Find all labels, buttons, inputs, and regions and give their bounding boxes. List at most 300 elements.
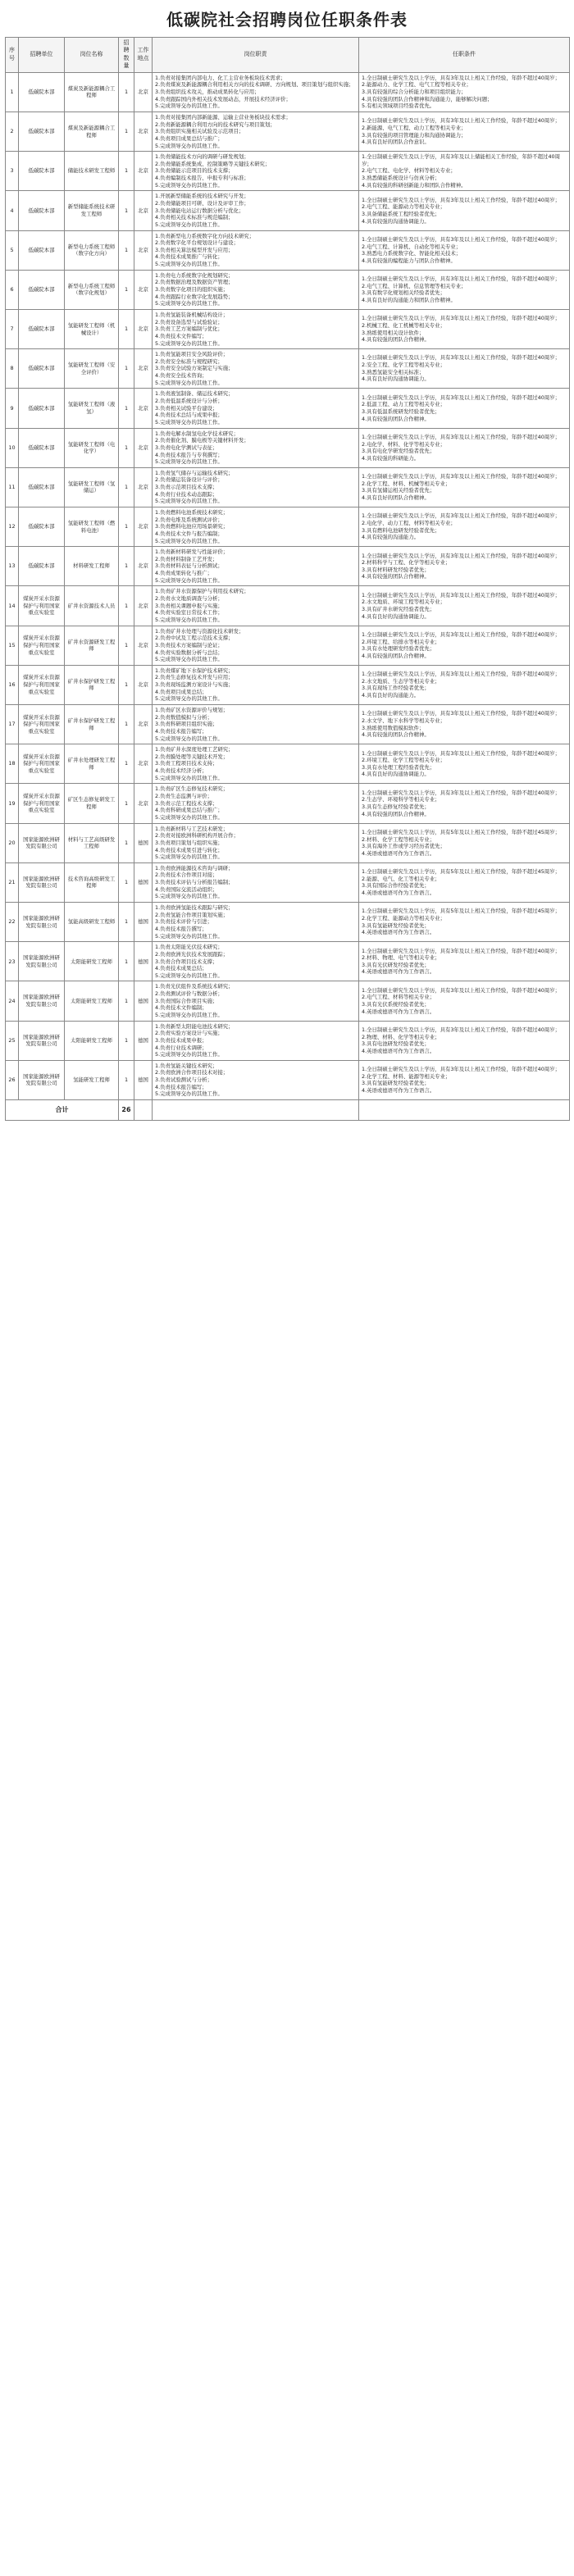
duty-line: 2.负责材料制备工艺开发； — [155, 555, 218, 562]
requirement-line: 1.全日制硕士研究生及以上学历，具有3年及以上相关工作经验，年龄不超过40周岁； — [362, 789, 560, 796]
duty-line: 2.负责低温系统设计与分析； — [155, 398, 223, 405]
duty-line: 1.负责矿区水资源评价与规划； — [155, 707, 229, 713]
duty-line: 5.完成领导交办的其他工作。 — [155, 1011, 223, 1018]
duty-line: 5.完成领导交办的其他工作。 — [155, 537, 223, 544]
duty-line: 3.负责组织实施相关试验及示范项目； — [155, 128, 244, 135]
table-row — [6, 152, 570, 191]
duty-line: 5.完成领导交办的其他工作。 — [155, 221, 223, 228]
row-location: 德国 — [134, 1060, 153, 1099]
header-location: 工作地点 — [134, 38, 153, 73]
row-location: 北京 — [134, 389, 153, 428]
duty-line: 3.负责技术方案编制与论证； — [155, 641, 223, 649]
row-number: 2 — [6, 112, 19, 151]
duty-line: 2.负责电堆及系统测试评价； — [155, 516, 223, 523]
requirement-line: 1.全日制硕士研究生及以上学历，具有3年及以上相关工作经验，年龄不超过40周岁； — [362, 986, 560, 994]
total-empty-location — [134, 1100, 153, 1121]
row-duties — [153, 942, 359, 981]
table-row — [6, 112, 570, 151]
duty-line: 5.完成领导交办的其他工作。 — [155, 656, 223, 663]
page — [0, 0, 574, 1127]
row-location: 北京 — [134, 428, 153, 467]
row-unit: 国家能源欧洲研发院有限公司 — [19, 862, 65, 902]
duty-line: 2.负责测试评价与数据分析； — [155, 990, 223, 998]
row-number: 19 — [6, 784, 19, 823]
requirement-line: 3.具有电化学研发经验者优先； — [362, 448, 435, 455]
row-duties — [153, 507, 359, 546]
duty-line: 4.负责技术报告编写； — [155, 1083, 207, 1090]
row-count: 1 — [119, 389, 134, 428]
row-unit: 低碳院本部 — [19, 428, 65, 467]
duty-line: 1.负责新材料与工艺技术研发； — [155, 825, 229, 832]
row-requirements — [359, 309, 570, 348]
requirement-line: 2.材料、化学工程等相关专业； — [362, 835, 435, 843]
duty-line: 5.完成领导交办的其他工作。 — [155, 735, 223, 742]
row-post: 煤炭及新能源耦合工程师 — [65, 112, 119, 151]
requirement-line: 3.具有现场工作经验者优先； — [362, 685, 430, 692]
row-number: 22 — [6, 903, 19, 942]
row-location: 北京 — [134, 270, 153, 309]
row-requirements — [359, 349, 570, 389]
row-location: 北京 — [134, 349, 153, 389]
row-duties — [153, 823, 359, 862]
duty-line: 2.负责技术合作项目对接； — [155, 872, 218, 879]
requirement-line: 4.具有良好的沟通能力。 — [362, 692, 420, 699]
requirement-line: 2.环境工程、给排水等相关专业； — [362, 638, 440, 645]
row-duties — [153, 467, 359, 507]
row-requirements — [359, 507, 570, 546]
row-location: 北京 — [134, 547, 153, 586]
requirement-line: 1.全日制硕士研究生及以上学历，具有3年及以上储能相关工作经验，年龄不超过40周岁； — [362, 153, 560, 167]
requirement-line: 4.具有较强的团队合作精神。 — [362, 573, 430, 580]
table-row — [6, 467, 570, 507]
duty-line: 4.负责技术成果总结； — [155, 965, 207, 972]
header-count: 招聘数量 — [119, 38, 134, 73]
row-duties — [153, 309, 359, 348]
requirement-line: 3.具有氢能研发经验者优先； — [362, 922, 430, 929]
row-number: 21 — [6, 862, 19, 902]
row-count: 1 — [119, 72, 134, 112]
duty-line: 3.负责数字化项目的组织实施； — [155, 286, 229, 294]
row-post: 矿井水资源研发工程师 — [65, 626, 119, 665]
table-row — [6, 903, 570, 942]
row-unit: 国家能源欧洲研发院有限公司 — [19, 1060, 65, 1099]
row-unit: 低碳院本部 — [19, 349, 65, 389]
requirement-line: 3.具有光伏研发经验者优先； — [362, 961, 430, 968]
row-count: 1 — [119, 428, 134, 467]
requirement-line: 4.英语或德语可作为工作语言。 — [362, 1008, 435, 1015]
row-post: 氢能研发工程师（氢储运） — [65, 467, 119, 507]
duty-line: 3.负责合作项目技术支撑； — [155, 958, 218, 965]
row-location: 北京 — [134, 665, 153, 704]
duty-line: 5.完成领导交办的其他工作。 — [155, 458, 223, 466]
duty-line: 4.负责技术报告撰写； — [155, 925, 207, 932]
duty-line: 2.负责催化剂、膜电极等关键材料开发； — [155, 437, 249, 444]
requirement-line: 1.全日制硕士研究生及以上学历，具有3年及以上相关工作经验，年龄不超过40周岁； — [362, 671, 560, 678]
duty-line: 3.负责安全试验方案制定与实施； — [155, 365, 234, 372]
requirement-line: 3.熟悉储能系统设计与仿真分析； — [362, 175, 440, 182]
total-count: 26 — [119, 1100, 134, 1121]
row-number: 20 — [6, 823, 19, 862]
duty-line: 4.负责成果转化与推广； — [155, 570, 213, 577]
requirement-line: 4.具有较强的编程能力与团队合作精神。 — [362, 257, 456, 264]
table-row — [6, 705, 570, 744]
duty-line: 1.负责太阳能光伏技术研究； — [155, 944, 223, 951]
requirement-line: 3.熟练使用相关设计软件； — [362, 329, 425, 336]
requirement-line: 1.全日制硕士研究生及以上学历，具有3年及以上相关工作经验，年龄不超过40周岁； — [362, 1026, 560, 1033]
row-count: 1 — [119, 665, 134, 704]
row-location: 德国 — [134, 1021, 153, 1060]
row-count: 1 — [119, 823, 134, 862]
requirement-line: 2.电化学、动力工程、材料等相关专业； — [362, 519, 456, 526]
row-post: 氢能研发工程师（燃料电池） — [65, 507, 119, 546]
requirement-line: 3.具有矿井水研究经验者优先； — [362, 605, 435, 612]
duty-line: 2.负责生态监测与评价； — [155, 793, 213, 800]
requirement-line: 1.全日制硕士研究生及以上学历，具有5年及以上相关工作经验，年龄不超过45周岁； — [362, 868, 560, 876]
row-requirements — [359, 744, 570, 784]
duty-line: 5.完成领导交办的其他工作。 — [155, 261, 223, 268]
row-location: 德国 — [134, 862, 153, 902]
row-location: 北京 — [134, 705, 153, 744]
requirement-line: 3.具有材料研发经验者优先； — [362, 566, 430, 573]
duty-line: 2.负责数据治理及数据资产管理； — [155, 279, 234, 286]
duty-line: 5.完成领导交办的其他工作。 — [155, 102, 223, 110]
duty-line: 5.完成领导交办的其他工作。 — [155, 339, 223, 347]
row-requirements — [359, 191, 570, 230]
row-location: 北京 — [134, 467, 153, 507]
duty-line: 3.负责材料表征与分析测试； — [155, 562, 223, 570]
requirement-line: 3.具有较强的综合分析能力和项目组织能力； — [362, 89, 467, 96]
row-post: 新型电力系统工程师（数字化规划） — [65, 270, 119, 309]
duty-line: 4.负责跟踪行业数字化发展趋势； — [155, 293, 234, 300]
row-duties — [153, 1021, 359, 1060]
row-post: 矿井水资源技术人员 — [65, 586, 119, 626]
table-row — [6, 428, 570, 467]
row-unit: 煤炭开采水资源保护与利用国家重点实验室 — [19, 784, 65, 823]
row-requirements — [359, 1060, 570, 1099]
duty-line: 3.负责技术成果申报； — [155, 1036, 207, 1044]
row-requirements — [359, 270, 570, 309]
table-row — [6, 823, 570, 862]
requirement-line: 1.全日制硕士研究生及以上学历，具有3年及以上相关工作经验，年龄不超过40周岁； — [362, 1066, 560, 1073]
duty-line: 3.负责相关课题申报与实施； — [155, 602, 223, 609]
row-unit: 低碳院本部 — [19, 309, 65, 348]
table-row — [6, 547, 570, 586]
row-post: 矿井水保护研发工程师 — [65, 705, 119, 744]
row-number: 18 — [6, 744, 19, 784]
row-post: 新型储能系统技术研发工程师 — [65, 191, 119, 230]
requirement-line: 2.化学工程、材料、机械等相关专业； — [362, 480, 451, 487]
duty-line: 1.负责氢能装备机械结构设计； — [155, 311, 229, 318]
duty-line: 1.负责燃料电池系统技术研究； — [155, 508, 229, 516]
duty-line: 1.负责欧洲氢能技术跟踪与研究； — [155, 904, 234, 912]
row-post: 氢能研发工程师（液氢） — [65, 389, 119, 428]
duty-line: 4.负责技术文件编制； — [155, 1004, 207, 1012]
requirement-line: 3.熟悉氢能安全相关标准； — [362, 368, 425, 375]
duty-line: 4.负责跟踪国内外相关技术发展动态，开展技术经济评价； — [155, 95, 291, 102]
duty-line: 3.负责储能电站运行数据分析与优化； — [155, 207, 244, 214]
duty-line: 3.负责工艺方案编制与优化； — [155, 325, 223, 333]
row-unit: 煤炭开采水资源保护与利用国家重点实验室 — [19, 744, 65, 784]
requirement-line: 4.英语或德语可作为工作语言。 — [362, 968, 435, 976]
duty-line: 5.完成领导交办的其他工作。 — [155, 1051, 223, 1058]
requirement-line: 1.全日制硕士研究生及以上学历，具有3年及以上相关工作经验，年龄不超过40周岁； — [362, 512, 560, 520]
row-location: 北京 — [134, 309, 153, 348]
requirement-line: 3.具有氢能研发经验者优先； — [362, 1080, 430, 1087]
requirement-line: 2.机械工程、化工机械等相关专业； — [362, 321, 445, 329]
requirement-line: 2.水文学、地下水科学等相关专业； — [362, 717, 445, 724]
row-duties — [153, 665, 359, 704]
row-post: 储能技术研发工程师 — [65, 152, 119, 191]
requirement-line: 4.具有较强的团队合作精神和沟通能力，能够解决问题； — [362, 95, 493, 102]
row-count: 1 — [119, 112, 134, 151]
duty-line: 5.完成领导交办的其他工作。 — [155, 932, 223, 940]
row-unit: 低碳院本部 — [19, 507, 65, 546]
duty-line: 2.负责数值模拟与分析； — [155, 713, 213, 721]
requirement-line: 3.具有光伏系统经验者优先； — [362, 1001, 430, 1008]
duty-line: 1.负责氢气储存与运输技术研究； — [155, 469, 234, 476]
row-number: 7 — [6, 309, 19, 348]
row-post: 氢能研发工程师 — [65, 1060, 119, 1099]
requirement-line: 2.低温工程、动力工程等相关专业； — [362, 401, 445, 408]
duty-line: 4.负责相关技术标准与规范编制； — [155, 214, 234, 221]
row-requirements — [359, 389, 570, 428]
row-requirements — [359, 823, 570, 862]
table-row — [6, 981, 570, 1021]
duty-line: 3.负责相关试验平台建设； — [155, 404, 218, 412]
row-post: 新型电力系统工程师（数字化方向） — [65, 230, 119, 270]
row-post: 太阳能研发工程师 — [65, 942, 119, 981]
requirement-line: 1.全日制硕士研究生及以上学历，具有5年及以上相关工作经验，年龄不超过45周岁； — [362, 908, 560, 915]
header-requirements: 任职条件 — [359, 38, 570, 73]
requirement-line: 1.全日制硕士研究生及以上学历，具有3年及以上相关工作经验，年龄不超过40周岁； — [362, 315, 560, 322]
requirement-line: 2.水文地质、环境工程等相关专业； — [362, 598, 445, 606]
requirement-line: 4.具有良好的团队合作意识。 — [362, 139, 430, 146]
row-requirements — [359, 72, 570, 112]
row-duties — [153, 586, 359, 626]
duty-line: 3.负责示范工程技术支撑； — [155, 799, 218, 807]
header-no: 序号 — [6, 38, 19, 73]
requirement-line: 4.英语或德语可作为工作语言。 — [362, 849, 435, 857]
duty-line: 1.负责电解水制氢电化学技术研究； — [155, 430, 239, 437]
header-post: 岗位名称 — [65, 38, 119, 73]
requirement-line: 4.英语或德语可作为工作语言。 — [362, 929, 435, 936]
duty-line: 5.完成领导交办的其他工作。 — [155, 300, 223, 307]
table-row — [6, 744, 570, 784]
duty-line: 1.负责对接集团内部新能源、运输主营业务板块技术需求； — [155, 113, 291, 121]
duty-line: 2.负责储能项目可研、设计及评审工作； — [155, 200, 249, 207]
duty-line: 3.负责燃料电池应用场景研究； — [155, 523, 229, 530]
row-unit: 国家能源欧洲研发院有限公司 — [19, 903, 65, 942]
requirement-line: 3.熟悉电力系统数字化、智能化相关技术； — [362, 250, 462, 257]
row-requirements — [359, 428, 570, 467]
row-unit: 低碳院本部 — [19, 467, 65, 507]
row-duties — [153, 389, 359, 428]
duty-line: 3.负责试验测试与分析； — [155, 1076, 213, 1084]
duty-line: 2.负责水文地质调查与分析； — [155, 595, 223, 603]
duty-line: 3.负责电化学测试与表征； — [155, 444, 218, 451]
duty-line: 4.负责实验室日常技术工作； — [155, 609, 223, 617]
header-duties: 岗位职责 — [153, 38, 359, 73]
row-location: 北京 — [134, 112, 153, 151]
requirement-line: 1.全日制硕士研究生及以上学历，具有3年及以上相关工作经验，年龄不超过40周岁； — [362, 710, 560, 717]
row-location: 北京 — [134, 191, 153, 230]
row-post: 技术咨询高级研发工程师 — [65, 862, 119, 902]
duty-line: 4.负责技术经济分析； — [155, 767, 207, 775]
requirement-line: 2.电气工程、计算机、信息管理等相关专业； — [362, 282, 467, 289]
row-count: 1 — [119, 309, 134, 348]
total-row — [6, 1100, 570, 1121]
table-row — [6, 586, 570, 626]
table-row — [6, 665, 570, 704]
table-row — [6, 309, 570, 348]
duty-line: 4.负责技术成果引进与转化； — [155, 846, 223, 853]
requirement-line: 4.具有较强的团队合作精神。 — [362, 731, 430, 739]
duty-line: 2.负责设备选型与试验验证； — [155, 318, 223, 325]
requirement-line: 1.全日制硕士研究生及以上学历，具有3年及以上相关工作经验，年龄不超过40周岁； — [362, 275, 560, 283]
duty-line: 3.负责工程项目技术支持； — [155, 760, 218, 767]
header-unit: 招聘单位 — [19, 38, 65, 73]
row-duties — [153, 230, 359, 270]
row-location: 北京 — [134, 626, 153, 665]
requirement-line: 4.具有较强的科研能力。 — [362, 454, 420, 462]
table-row — [6, 191, 570, 230]
row-count: 1 — [119, 270, 134, 309]
requirement-line: 4.具有较强的团队合作精神。 — [362, 810, 430, 817]
duty-line: 5.完成领导交办的其他工作。 — [155, 853, 223, 861]
table-row — [6, 230, 570, 270]
duty-line: 5.完成领导交办的其他工作。 — [155, 813, 223, 821]
row-number: 17 — [6, 705, 19, 744]
row-location: 德国 — [134, 942, 153, 981]
requirement-line: 4.具有较强的团队合作精神。 — [362, 415, 430, 422]
row-duties — [153, 862, 359, 902]
requirement-line: 2.电化学、材料、化学等相关专业； — [362, 440, 445, 448]
row-number: 26 — [6, 1060, 19, 1099]
row-requirements — [359, 230, 570, 270]
duty-line: 2.负责储能系统集成、控制策略等关键技术研究； — [155, 160, 271, 167]
row-location: 北京 — [134, 507, 153, 546]
row-requirements — [359, 586, 570, 626]
row-unit: 煤炭开采水资源保护与利用国家重点实验室 — [19, 665, 65, 704]
row-count: 1 — [119, 230, 134, 270]
requirement-line: 4.英语或德语可作为工作语言。 — [362, 890, 435, 897]
row-post: 矿区生态修复研发工程师 — [65, 784, 119, 823]
duty-line: 1.负责光伏组件及系统技术研究； — [155, 983, 234, 990]
duty-line: 1.负责储能技术方向的调研与研发规划； — [155, 153, 249, 161]
duty-line: 1.负责对接集团内部电力、化工主营业务板块技术需求； — [155, 74, 286, 81]
duty-line: 4.负责技术报告编写； — [155, 727, 207, 735]
duty-line: 2.负责膜处理等关键技术开发； — [155, 753, 229, 760]
requirement-line: 1.全日制硕士研究生及以上学历，具有3年及以上相关工作经验，年龄不超过40周岁； — [362, 433, 560, 440]
row-number: 9 — [6, 389, 19, 428]
duty-line: 3.负责储能示范项目的技术支撑； — [155, 167, 234, 175]
row-requirements — [359, 862, 570, 902]
row-count: 1 — [119, 191, 134, 230]
requirement-line: 3.具有燃料电池研发经验者优先； — [362, 526, 440, 534]
table-row — [6, 626, 570, 665]
requirement-line: 2.生态学、环境科学等相关专业； — [362, 796, 440, 803]
duty-line: 2.负责储运装备设计与评价； — [155, 476, 223, 484]
row-requirements — [359, 112, 570, 151]
row-number: 12 — [6, 507, 19, 546]
duty-line: 2.负责实验方案设计与实施； — [155, 1030, 223, 1037]
row-requirements — [359, 547, 570, 586]
requirement-line: 4.具有较强的沟通能力。 — [362, 534, 420, 541]
row-unit: 低碳院本部 — [19, 112, 65, 151]
duty-line: 5.完成领导交办的其他工作。 — [155, 695, 223, 703]
requirement-line: 4.具有良好的团队合作精神。 — [362, 494, 430, 502]
row-count: 1 — [119, 626, 134, 665]
row-number: 10 — [6, 428, 19, 467]
row-duties — [153, 270, 359, 309]
row-duties — [153, 349, 359, 389]
duty-line: 3.负责现场监测方案设计与实施； — [155, 681, 234, 689]
requirement-line: 2.物理、材料、化学等相关专业； — [362, 1033, 440, 1040]
row-location: 北京 — [134, 152, 153, 191]
row-unit: 国家能源欧洲研发院有限公司 — [19, 823, 65, 862]
row-duties — [153, 626, 359, 665]
duty-line: 5.完成领导交办的其他工作。 — [155, 972, 223, 979]
duty-line: 4.负责实验数据分析与总结； — [155, 649, 223, 656]
row-location: 北京 — [134, 230, 153, 270]
duty-line: 1.负责矿井水资源保护与利用技术研究； — [155, 588, 249, 595]
row-count: 1 — [119, 1060, 134, 1099]
requirement-line: 3.具有生态修复经验者优先； — [362, 803, 430, 810]
requirement-line: 3.熟练使用数值模拟软件； — [362, 724, 425, 731]
duty-line: 1.负责矿区生态修复技术研究； — [155, 785, 229, 793]
requirement-line: 2.材料、物理、电气等相关专业； — [362, 954, 440, 962]
duty-line: 1.负责新材料研发与性能评价； — [155, 548, 229, 556]
row-number: 13 — [6, 547, 19, 586]
row-count: 1 — [119, 152, 134, 191]
requirement-line: 4.英语或德语可作为工作语言。 — [362, 1087, 435, 1095]
row-count: 1 — [119, 744, 134, 784]
row-post: 太阳能研发工程师 — [65, 981, 119, 1021]
table-body — [6, 72, 570, 1099]
requirement-line: 1.全日制硕士研究生及以上学历，具有3年及以上相关工作经验，年龄不超过40周岁； — [362, 196, 560, 203]
row-unit: 煤炭开采水资源保护与利用国家重点实验室 — [19, 586, 65, 626]
duty-line: 5.完成领导交办的其他工作。 — [155, 576, 223, 584]
duty-line: 5.完成领导交办的其他工作。 — [155, 142, 223, 149]
row-requirements — [359, 467, 570, 507]
row-number: 11 — [6, 467, 19, 507]
row-number: 4 — [6, 191, 19, 230]
row-count: 1 — [119, 981, 134, 1021]
duty-line: 4.负责技术文件与报告编制； — [155, 530, 223, 537]
job-table — [5, 37, 570, 1121]
requirement-line: 4.具有较强的团队合作精神。 — [362, 336, 430, 344]
row-location: 德国 — [134, 981, 153, 1021]
row-unit: 低碳院本部 — [19, 191, 65, 230]
page-title: 低碳院社会招聘岗位任职条件表 — [166, 10, 408, 30]
requirement-line: 1.全日制硕士研究生及以上学历，具有3年及以上相关工作经验，年龄不超过40周岁； — [362, 354, 560, 362]
duty-line: 2.负责氢能合作项目策划实施； — [155, 911, 229, 918]
row-count: 1 — [119, 507, 134, 546]
duty-line: 5.完成领导交办的其他工作。 — [155, 498, 223, 505]
requirement-line: 2.电气工程、能源动力等相关专业； — [362, 203, 445, 211]
table-row — [6, 942, 570, 981]
duty-line: 1.负责新型太阳能电池技术研究； — [155, 1022, 234, 1030]
row-requirements — [359, 903, 570, 942]
row-post: 材料研发工程师 — [65, 547, 119, 586]
requirement-line: 3.具有低温系统研发经验者优先； — [362, 407, 440, 415]
row-post: 氢能研发工程师（安全评价） — [65, 349, 119, 389]
row-count: 1 — [119, 903, 134, 942]
row-location: 德国 — [134, 903, 153, 942]
duty-line: 3.负责国际合作项目实施； — [155, 997, 218, 1004]
duty-line: 4.负责行业技术动态跟踪； — [155, 490, 218, 498]
duty-line: 1.开展新型储能系统的技术研究与开发； — [155, 193, 249, 200]
